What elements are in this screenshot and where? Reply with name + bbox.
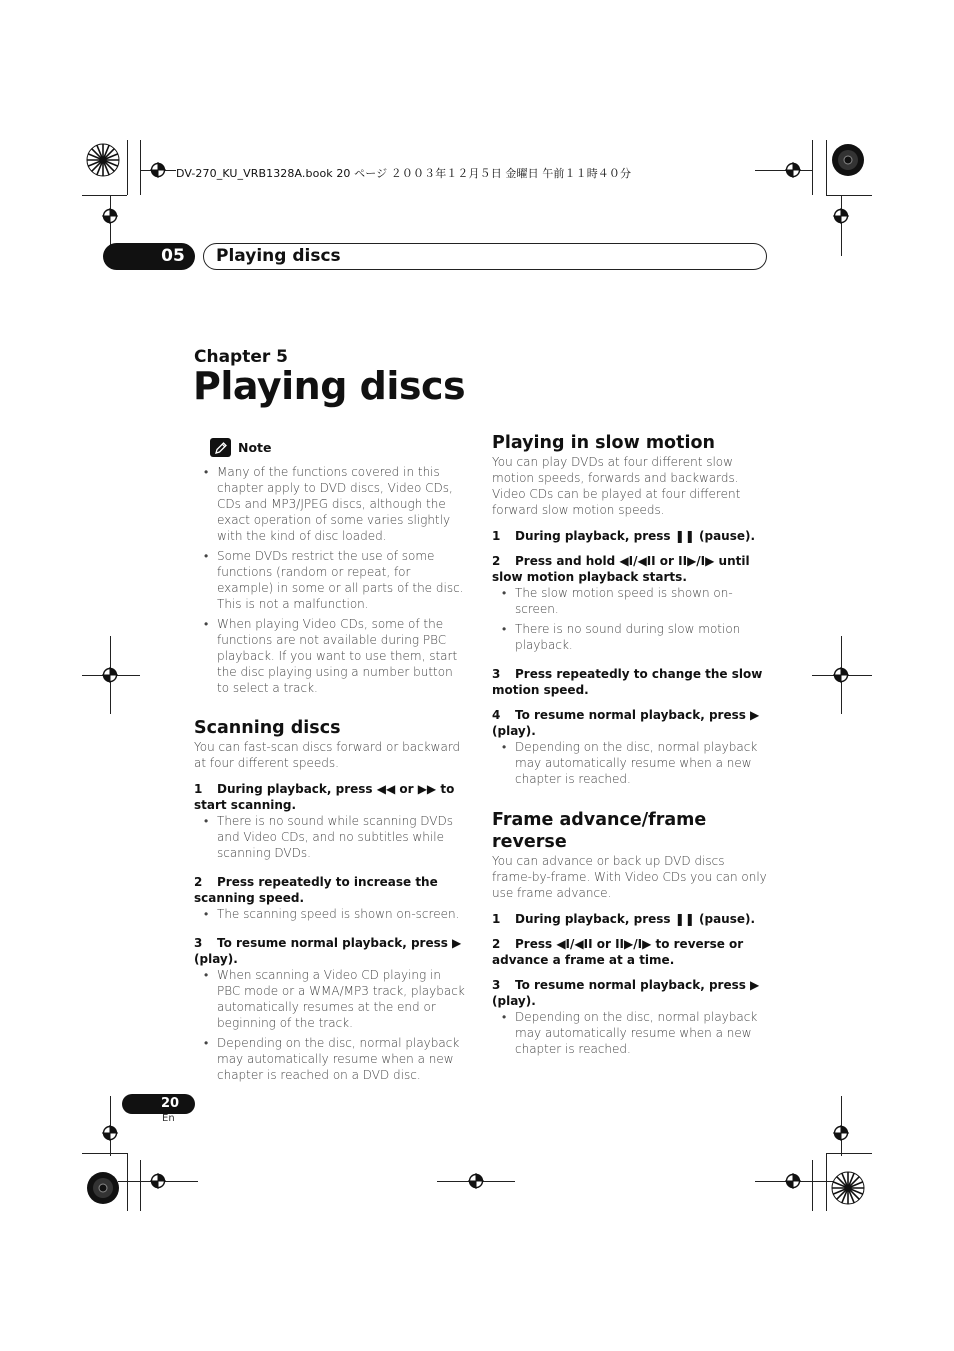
list-item: • When playing Video CDs, some of the functions are not available during PBC playback. If you want to use them, start the disc playing using a number button to select a track.	[194, 616, 468, 696]
crosshair-icon	[150, 162, 166, 178]
step-number: 2	[194, 875, 203, 889]
section-heading-slow-motion: Playing in slow motion	[492, 433, 715, 453]
list-item: • Depending on the disc, normal playback may automatically resume when a new chapter is reached on a DVD disc.	[194, 1035, 468, 1083]
step-text: Press repeatedly to increase the scanning speed.	[194, 875, 438, 905]
step-number: 1	[492, 529, 501, 543]
step-text: Press repeatedly to change the slow motion speed.	[492, 667, 763, 697]
list-item: • There is no sound during slow motion playback.	[492, 621, 768, 653]
print-header: DV-270_KU_VRB1328A.book 20 ページ ２００３年１２月５日 金曜日 午前１１時４０分	[176, 167, 632, 180]
step-number: 3	[492, 667, 501, 681]
step-bullets	[492, 1009, 768, 1057]
step-number: 1	[194, 782, 203, 796]
step-bullets	[492, 739, 768, 787]
step-bullets	[492, 585, 768, 653]
registration-rosette-icon	[831, 143, 865, 177]
step-number: 1	[492, 912, 501, 926]
list-item: • Some DVDs restrict the use of some functions (random or repeat, for example) in some or all parts of the disc. This is not a malfunction.	[194, 548, 468, 612]
page-language: En	[162, 1113, 175, 1124]
step-text: During playback, press ❚❚ (pause).	[515, 912, 756, 926]
step-text: During playback, press ❚❚ (pause).	[515, 529, 756, 543]
list-item: • There is no sound while scanning DVDs and Video CDs, and no subtitles while scanning DVDs.	[194, 813, 468, 861]
step	[492, 911, 768, 927]
step-text: To resume normal playback, press ▶ (play).	[194, 936, 462, 966]
crosshair-icon	[785, 162, 801, 178]
section-intro: You can fast-scan discs forward or backward at four different speeds.	[194, 740, 461, 770]
step-bullets	[194, 906, 468, 922]
crosshair-icon	[102, 208, 118, 224]
step	[492, 707, 768, 739]
step	[492, 528, 768, 544]
step	[194, 781, 468, 813]
list-item: • The slow motion speed is shown on-screen.	[492, 585, 768, 617]
chapter-title: Playing discs	[193, 364, 466, 408]
crosshair-icon	[833, 1125, 849, 1141]
step-text: To resume normal playback, press ▶ (play).	[492, 978, 760, 1008]
section-heading-scanning: Scanning discs	[194, 718, 341, 738]
crosshair-icon	[150, 1173, 166, 1189]
section-intro: You can advance or back up DVD discs frame-by-frame. With Video CDs you can only use frame advance.	[492, 854, 767, 900]
chapter-label: Chapter 5	[194, 347, 289, 367]
note-list	[194, 464, 468, 696]
step-bullets	[194, 813, 468, 861]
step	[194, 874, 468, 906]
list-item: • Depending on the disc, normal playback may automatically resume when a new chapter is reached.	[492, 1009, 768, 1057]
step-number: 2	[492, 937, 501, 951]
step	[492, 553, 768, 585]
step-text: During playback, press ◀◀ or ▶▶ to start scanning.	[194, 782, 455, 812]
step	[492, 666, 768, 698]
registration-rosette-icon	[86, 143, 120, 177]
section-heading-frame-advance: Frame advance/frame reverse	[492, 810, 707, 852]
step	[492, 977, 768, 1009]
registration-rosette-icon	[86, 1171, 120, 1205]
right-column	[492, 432, 768, 1061]
chapter-number-tab: 05	[103, 243, 195, 270]
note-label: Note	[238, 439, 272, 455]
note-header	[210, 438, 468, 457]
left-column	[194, 438, 468, 1087]
step-text: Press and hold ◀I/◀II or II▶/I▶ until slow motion playback starts.	[492, 554, 750, 584]
registration-rosette-icon	[831, 1171, 865, 1205]
list-item: • Depending on the disc, normal playback may automatically resume when a new chapter is reached.	[492, 739, 768, 787]
crosshair-icon	[102, 667, 118, 683]
step	[492, 936, 768, 968]
list-item: • Many of the functions covered in this chapter apply to DVD discs, Video CDs, CDs and MP3/JPEG discs, although the exact operation of some varies slightly with the kind of disc loaded.	[194, 464, 468, 544]
step-number: 2	[492, 554, 501, 568]
crosshair-icon	[102, 1125, 118, 1141]
step-number: 3	[492, 978, 501, 992]
step-number: 3	[194, 936, 203, 950]
list-item: • When scanning a Video CD playing in PBC mode or a WMA/MP3 track, playback automatically resumes at the end or beginning of the track.	[194, 967, 468, 1031]
pencil-icon	[210, 438, 231, 457]
step	[194, 935, 468, 967]
crosshair-icon	[468, 1173, 484, 1189]
crosshair-icon	[785, 1173, 801, 1189]
crosshair-icon	[833, 208, 849, 224]
section-intro: You can play DVDs at four different slow motion speeds, forwards and backwards. Video CDs can be played at four different forward slow motion speeds.	[492, 455, 741, 517]
step-bullets	[194, 967, 468, 1083]
step-text: To resume normal playback, press ▶ (play).	[492, 708, 760, 738]
crosshair-icon	[833, 667, 849, 683]
list-item: • The scanning speed is shown on-screen.	[194, 906, 468, 922]
section-title-bar: Playing discs	[203, 243, 767, 270]
page-number: 20	[122, 1094, 195, 1114]
step-number: 4	[492, 708, 501, 722]
step-text: Press ◀I/◀II or II▶/I▶ to reverse or advance a frame at a time.	[492, 937, 744, 967]
